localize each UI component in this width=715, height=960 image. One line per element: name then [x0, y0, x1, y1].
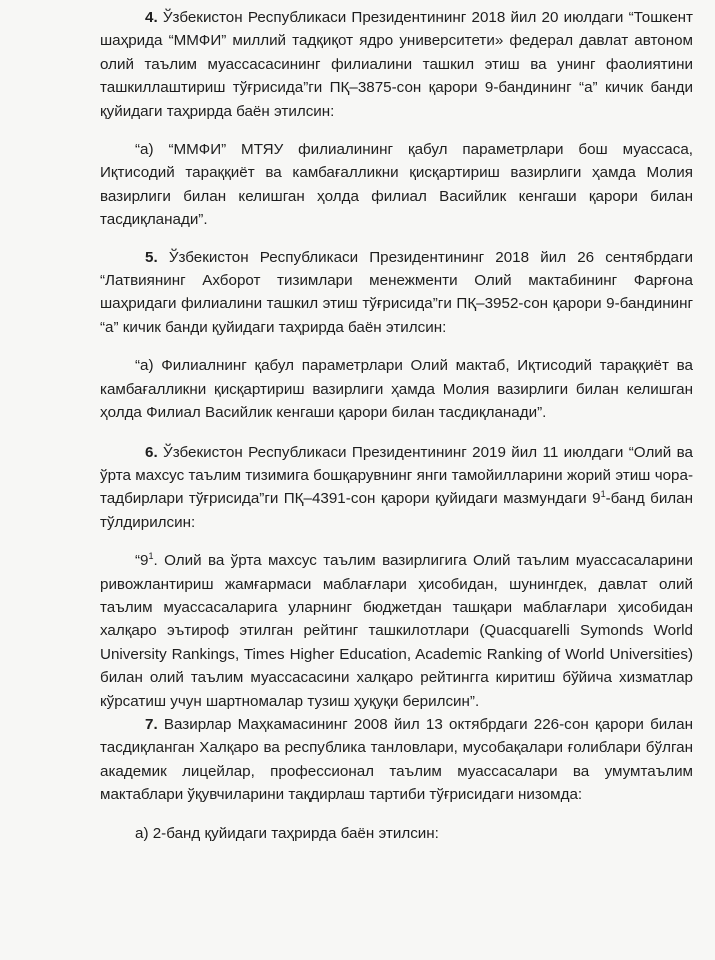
clause-6-text-b: -банд билан тўлдирилсин: — [100, 490, 694, 531]
clause-4 — [100, 6, 693, 123]
clause-7-subitem: а) 2-банд қуйидаги таҳрирда баён этилсин: — [135, 824, 439, 842]
clause-5-quote: “а) Филиалнинг қабул параметрлари Олий мактаб, Иқтисодий тараққиёт ва камбағалликни қисқартириш вазирлиги ҳамда Молия вазирлиги билан келишган ҳолда Филиал Васийлик кенгаши қарори билан тасдиқланади”. — [100, 357, 693, 422]
clause-6-quote-b: . Олий ва ўрта махсус таълим вазирлигига Олий таълим муассасаларини ривожлантириш жамғармаси маблағлари ҳисобидан, шунингдек, давлат олий таълим муассасаларига уларнинг бюджетдан ташқари маблағлари ҳисобидан халқаро эътироф этилган рейтинг ташкилотлари (Quacquarelli Symonds World University Rankings, Times Higher Education, Academic Ranking of World Universities) билан олий таълим муассасасини халқаро рейтингга киритиш бўйича хизматлар кўрсатиш учун шартномалар тузиш ҳуқуқи берилсин”. — [100, 552, 693, 710]
clause-7-text: Вазирлар Маҳкамасининг 2008 йил 13 октябрдаги 226-сон қарори билан тасдиқланган Халқаро ва республика танловлари, мусобақалари ғолиблари бўлган академик лицейлар, профессионал таълим муассасалари ва умумтаълим мактаблари ўқувчиларини тақдирлаш тартиби тўғрисидаги низомда: — [100, 715, 693, 804]
clause-6-quote-superscript: 1 — [148, 551, 154, 562]
clause-5-number: 5. — [145, 248, 158, 266]
clause-6-number: 6. — [145, 443, 158, 461]
clause-4-text: Ўзбекистон Республикаси Президентининг 2018 йил 20 июлдаги “Тошкент шаҳрида “ММФИ” миллий тадқиқот ядро университети» федерал давлат автоном олий таълим муассасасининг филиалини ташкил этиш ва унинг фаолиятини ташкиллаштириш тўғрисида”ги ПҚ–3875-сон қарори 9-бандининг “а” кичик банди қуйидаги таҳрирда баён этилсин: — [100, 9, 693, 120]
clause-5-text: Ўзбекистон Республикаси Президентининг 2018 йил 26 сентябрдаги “Латвиянинг Ахборот тизимлари менежменти Олий мактабининг Фарғона шаҳридаги филиалини ташкил этиш тўғрисида”ги ПҚ–3952-сон қарори 9-бандининг “а” кичик банди қуйидаги таҳрирда баён этилсин: — [100, 248, 693, 336]
clause-5 — [100, 246, 693, 340]
clause-6-text-a: Ўзбекистон Республикаси Президентининг 2019 йил 11 июлдаги “Олий ва ўрта махсус таълим тизимига бошқарувнинг янги тамойилларини жорий этиш чора-тадбирлари тўғрисида”ги ПҚ–4391-сон қарори қуйидаги мазмундаги 9 — [100, 443, 693, 508]
clause-4-quote: “а) “ММФИ” МТЯУ филиалининг қабул параметрлари бош муассаса, Иқтисодий тараққиёт ва камбағалликни қисқартириш вазирлиги ҳамда Молия вазирлиги билан келишган ҳолда филиал Васийлик кенгаши қарори билан тасдиқланади”. — [100, 141, 693, 229]
clause-6-superscript: 1 — [600, 489, 606, 500]
clause-6-quote-a: “9 — [135, 552, 149, 570]
clause-7-number: 7. — [145, 715, 158, 733]
clause-7 — [100, 713, 693, 807]
clause-6 — [100, 441, 693, 535]
clause-6-quote — [100, 549, 693, 713]
clause-4-number: 4. — [145, 9, 158, 26]
